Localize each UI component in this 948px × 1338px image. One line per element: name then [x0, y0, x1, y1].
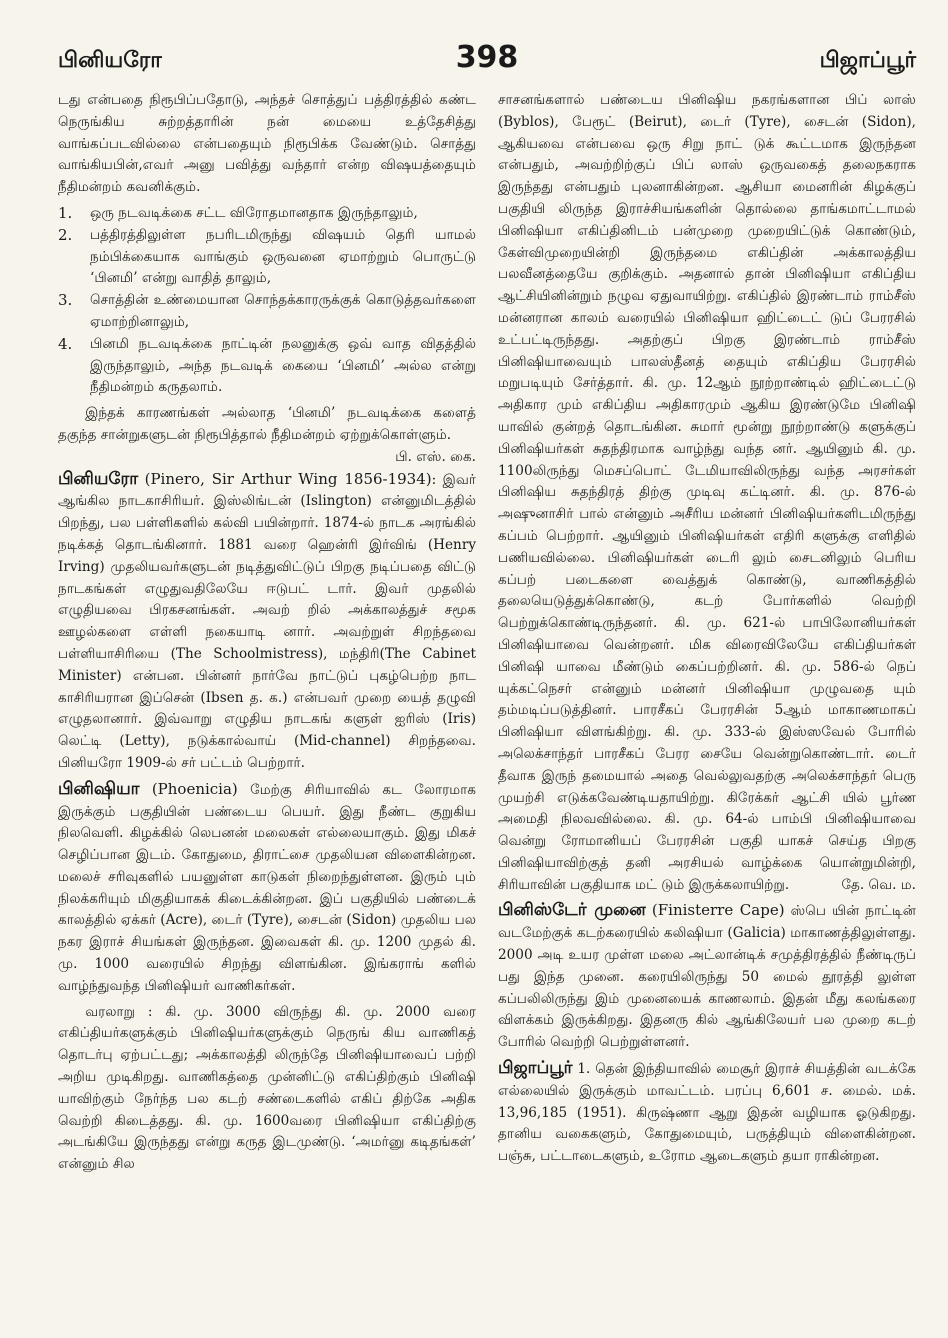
- entry-bijapur: [498, 1058, 916, 1168]
- list-number: 3.: [58, 291, 73, 310]
- author-initials: தே. வெ. ம.: [841, 876, 916, 893]
- right-column: [498, 90, 916, 1314]
- phoenicia-history: வரலாறு : கி. மு. 3000 விருந்து கி. மு. 2000 வரை எகிப்தியர்களுக்கும் பினிஷியர்களுக்கும் நெருங் கிய வாணிகத் தொடர்பு ஏற்பட்டது; அக்காலத்தி லிருந்தே பினிஷியாவைப் பற்றி அறிய முடிகிறது. வாணிகத்தை முன்னிட்டு எகிப்திற்கும் பினிஷி யாவிற்கும் நேர்ந்த பல கடற் சண்டைகளில் எகிப் திற்கே அதிக வெற்றி கிடைத்தது. கி. மு. 1600வரை பினிஷியா எகிப்திற்கு அடங்கியே இருந்தது என்று கருத இடமுண்டு. ‘அமர்னு கடிதங்கள்’ என்னும் சில: [58, 1003, 476, 1173]
- header-right-guideword: பிஜாப்பூர்: [819, 48, 916, 73]
- entry-latin-name: (Phoenicia): [151, 779, 238, 798]
- entry-finisterre: [498, 900, 916, 1054]
- closing-text: இந்தக் காரணங்கள் அல்லாத ‘பினமி’ நடவடிக்கை களைத் தகுந்த சான்றுகளுடன் நிரூபித்தால் நீதிமன்றம் ஏற்றுக்கொள்ளும்.: [58, 405, 476, 443]
- benami-continuation: டது என்பதை நிரூபிப்பதோடு, அந்தச் சொத்துப் பத்திரத்தில் கண்ட நெருங்கிய சுற்றத்தாரின் நன் மையை உத்தேசித்து வாங்கப்படவில்லை என்பதையும் நிரூபிக்க வேண்டும். சொத்து வாங்கியபின்,எவர் அனு பவித்து வந்தார் என்ற விஷயத்தையும் நீதிமன்றம் கவனிக்கும்.: [58, 92, 476, 196]
- continuation-text: சாசனங்களால் பண்டைய பினிஷிய நகரங்களான பிப் லாஸ் (Byblos), பேரூட் (Beirut), டைர் (Tyre), சைடன் (Sidon), ஆகியவை என்பவை ஒரு சிறு நாட் டுக் கூட்டமாக இருந்தன என்பதும், அவற்றிற்குப் பிப் லாஸ் ஒருவகைத் தலைநகராக இருந்தது என்பதும் புலனாகின்றன. ஆசியா மைனரின் கிழக்குப் பகுதியி லிருந்த இராச்சியங்களின் தொல்லை தாங்கமாட்டாமல் பினிஷியா எகிப்தினிடம் பன்முறை முறையிட்டுக் கொண்டும், கேள்விமுறையின்றி இருந்தமை எகிப்தின் அக்காலத்திய பலவீனத்தையே குறிக்கும். அதனால் தான் பினிஷியா எகிப்திய ஆட்சியினின்றும் நழுவ ஏதுவாயிற்று. எகிப்தில் இரண்டாம் ராம்சீஸ் மன்னரான காலம் வரையில் பினிஷியா ஹிட்டைட் டுப் பேரரசில் உட்பட்டிருந்தது. அதற்குப் பிறகு இரண்டாம் ராம்சீஸ் பினிஷியாவையும் பாலஸ்தீனத் தையும் எகிப்திய பேரரசில் மறுபடியும் சேர்த்தார். கி. மு. 12ஆம் நூற்றாண்டில் ஹிட்டைட்டு அதிகார மும் எகிப்திய அதிகாரமும் ஆகிய இரண்டுமே பினிஷி யாவில் குன்றத் தொடங்கின. சுமார் மூன்று நூற்றாண்டு களுக்குப் பினிஷியர்கள் சுதந்திரமாக வாழ்ந்து வந்த னர். ஆயினும் கி. மு. 1100லிருந்து மெசப்பொட் டேமியாவிலிருந்து வந்த அரசர்கள் பினிஷிய சுதந்திரத் திற்கு முடிவு கட்டினர். கி. மு. 876-ல் அஷுனாசிர் பால் என்னும் அசீரிய மன்னர் பினிஷியர்களிடமிருந்து கப்பம் பெற்றார். ஆயினும் பினிஷியர்கள் எதிரி களுக்கு எளிதில் பணியவில்லை. பினிஷியர்கள் டைரி லும் சைடனிலும் பெரிய கப்பற் படைகளை வைத்துக் கொண்டு, வாணிகத்தில் தலையெடுத்துக்கொண்டு, கடற் போர்களில் வெற்றி பெற்றுக்கொண்டிருந்தனர். கி. மு. 621-ல் பாபிலோனியர்கள் பினிஷியாவை வென்றனர். மிக விரைவிலேயே எகிப்தியர்கள் பினிஷி யாவை மீண்டும் கைப்பற்றினர். கி. மு. 586-ல் நெப் யுக்கட்நெசர் என்னும் மன்னர் பினிஷியா முழுவதை யும் தம்மடிப்படுத்தினர். பாரசீகப் பேரரசின் 5ஆம் மாகாணமாகப் பினிஷியா விளங்கிற்று. கி. மு. 333-ல் இஸ்ஸவேல் போரில் அலெக்சாந்தர் பாரசீகப் பேரர சையே வென்றுகொண்டார். டைர் தீவாக இருந் தமையால் அதை வெல்லுவதற்கு அலெக்சாந்தர் பெரு முயற்சி எடுக்கவேண்டியதாயிற்று. கிரேக்கர் ஆட்சி யில் பூர்ண அமைதி நிலவவில்லை. கி. மு. 64-ல் பாம்பி பினிஷியாவை வென்று ரோமானியப் பேரரசின் பகுதி யாகச் செய்த பிறகு பினிஷியாவிற்குத் தனி அரசியல் வாழ்க்கை யொன்றுமின்றி, சிரியாவின் பகுதியாக மட் டும் இருக்கலாயிற்று.: [498, 92, 916, 893]
- list-text: சொத்தின் உண்மையான சொந்தக்காரருக்குக் கொடுத்தவர்களை ஏமாற்றினாலும்,: [90, 292, 476, 330]
- list-text: பத்திரத்திலுள்ள நபரிடமிருந்து விஷயம் தெரி யாமல் நம்பிக்கையாக வாங்கும் ஒருவனை ஏமாற்றும் பொருட்டு ‘பினமி’ என்று வாதித் தாலும்,: [90, 226, 476, 287]
- running-head: [58, 40, 916, 84]
- entry-body: : இவர் ஆங்கில நாடகாசிரியர். இஸ்லிங்டன் (Islington) என்னுமிடத்தில் பிறந்து, பல பள்ளிகளில் கல்வி பயின்றார். 1874-ல் நாடக அரங்கில் நடிக்கத் தொடங்கினார். 1881 வரை ஹென்ரி இர்விங் (Henry Irving) முதலியவர்களுடன் நடித்துவிட்டுப் பிறகு நடிப்பதை விட்டு நாடகங்கள் எழுதுவதிலேயே ஈடுபட் டார். இவர் முதலில் எழுதியவை பிரகசனங்கள். அவற் றில் அக்காலத்துச் சமூக ஊழல்களை எள்ளி நகையாடி னார். அவற்றுள் சிறந்தவை பள்ளியாசிரியை (The Schoolmistress), மந்திரி(The Cabinet Minister) என்பன. பின்னர் நார்வே நாட்டுப் புகழ்பெற்ற நாட காசிரியரான இப்சென் (Ibsen த. க.) என்பவர் முறை யைத் தழுவி எழுதலானார். இவ்வாறு எழுதிய நாடகங் களுள் ஐரிஸ் (Iris) லெட்டி (Letty), நடுக்கால்வாய் (Mid-channel) சிறந்தவை. பினியரோ 1909-ல் சர் பட்டம் பெற்றார்.: [58, 471, 476, 771]
- header-left-guideword: பினியரோ: [58, 48, 162, 73]
- list-number: 4.: [58, 334, 73, 353]
- entry-body: மேற்கு சிரியாவில் கட லோரமாக இருக்கும் பகுதியின் பண்டைய பெயர். இது நீண்ட குறுகிய நிலவெளி. கிழக்கில் லெபனன் மலைகள் எல்லையாகும். இது மிகச் செழிப்பான இடம். கோதுமை, திராட்சை முதலியன விளைகின்றன. மலைச் சரிவுகளில் பயனுள்ள காடுகள் நிறைந்துள்ளன. இரும் பும் நிலக்கரியும் மிகுதியாகக் கிடைக்கின்றன. இப் பகுதியில் பண்டைக் காலத்தில் ஏக்கர் (Acre), டைர் (Tyre), சைடன் (Sidon) முதலிய பல நகர இராச் சியங்கள் இருந்தன. இவைகள் கி. மு. 1200 முதல் கி. மு. 1000 வரையில் சிறந்து விளங்கின. இங்கராங் களில் வாழ்ந்துவந்த பினிஷியர் வாணிகர்கள்.: [58, 781, 476, 994]
- entry-headword: பிஜாப்பூர்: [498, 1058, 573, 1079]
- list-text: ஒரு நடவடிக்கை சட்ட விரோதமானதாக இருந்தாலும்,: [90, 204, 418, 221]
- entry-latin-name: (Pinero, Sir Arthur Wing 1856-1934): [144, 469, 432, 488]
- list-item: [58, 290, 476, 334]
- entry-body: 1. தென் இந்தியாவில் மைசூர் இராச் சியத்தின் வடக்கே எல்லையில் இருக்கும் மாவட்டம். பரப்பு 6,601 ச. மைல். மக். 13,96,185 (1951). கிருஷ்ணா ஆறு இதன் வழியாக ஓடுகிறது. தானிய வகைகளும், கோதுமையும், பருத்தியும் விளைகின்றன. பஞ்சு, பட்டாடைகளும், உரோம ஆடைகளும் தயா ராகின்றன.: [498, 1061, 916, 1165]
- left-column: [58, 90, 476, 1314]
- entry-latin-name: (Finisterre Cape): [651, 901, 785, 920]
- entry-headword: பினியரோ: [58, 468, 139, 489]
- benami-conditions-list: [58, 203, 476, 399]
- list-number: 1.: [58, 203, 73, 222]
- entry-body: ஸ்பெ யின் நாட்டின் வடமேற்குக் கடற்கரையில் கலிஷியா (Galicia) மாகாணத்திலுள்ளது. 2000 அடி உயர முள்ள மலை அட்லான்டிக் சமுத்திரத்தில் நீண்டிருப் பது இந்த முனை. கரையிலிருந்து 50 மைல் தூரத்தி லுள்ள கப்பலிலிருந்து இம் முனையைக் காணலாம். இதன் மீது கலங்கரை விளக்கம் இருக்கிறது. இதனரு கில் ஆங்கிலேயர் பல முறை கடற் போரில் வெற்றி பெற்றுள்ளனர்.: [498, 903, 916, 1051]
- list-number: 2.: [58, 225, 73, 244]
- text-columns: [58, 90, 916, 1314]
- list-item: [58, 203, 476, 225]
- benami-closing: [58, 403, 476, 465]
- entry-headword: பினிஸ்டேர் முனை: [498, 900, 646, 921]
- entry-phoenicia: [58, 779, 476, 998]
- author-initials: பி. எஸ். கை.: [395, 448, 476, 465]
- list-text: பினமி நடவடிக்கை நாட்டின் நலனுக்கு ஒவ் வாத விதத்தில் இருந்தாலும், அந்த நடவடிக் கையை ‘பினமி’ அல்ல என்று நீதிமன்றம் கருதலாம்.: [90, 335, 476, 396]
- page-number: 398: [455, 40, 519, 75]
- phoenicia-continuation: [498, 90, 916, 896]
- entry-pinero: [58, 469, 476, 775]
- list-item: [58, 225, 476, 290]
- list-item: [58, 334, 476, 399]
- entry-headword: பினிஷியா: [58, 778, 140, 799]
